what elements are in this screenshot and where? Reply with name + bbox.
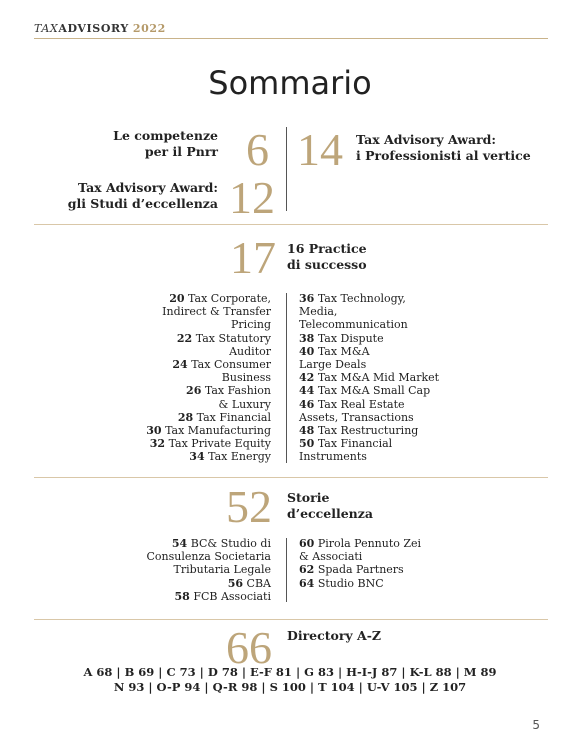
toc-entry-page: 42 (299, 371, 315, 385)
section-rule-2 (34, 477, 548, 478)
toc-entry-title: Tax Consumer (191, 358, 271, 372)
toc-entry-page: 50 (299, 437, 315, 451)
toc-entry[interactable] (299, 398, 499, 411)
toc-entry[interactable] (299, 424, 499, 437)
toc-entry-title: Instruments (299, 450, 367, 464)
toc-entry-title: Large Deals (299, 358, 367, 372)
toc-item-6-number: 6 (246, 124, 269, 175)
toc-item-6-line2: per il Pnrr (144, 144, 218, 159)
toc-entry[interactable] (299, 384, 499, 397)
toc-entry-page: 28 (177, 410, 194, 424)
toc-item-14-number: 14 (297, 124, 343, 175)
toc-entry-page: 44 (299, 384, 315, 398)
toc-entry-title: Indirect & Transfer (162, 305, 271, 319)
toc-entry[interactable] (110, 550, 271, 563)
storie-title-line1: Storie (287, 490, 330, 505)
toc-entry-page: 26 (186, 384, 202, 398)
toc-entry-title: Spada Partners (317, 563, 404, 577)
toc-entry-page: 22 (176, 331, 193, 345)
toc-entry-title: Tax Financial (196, 410, 271, 424)
toc-entry[interactable] (110, 371, 271, 384)
toc-entry[interactable] (110, 450, 271, 463)
toc-entry[interactable] (110, 318, 271, 331)
toc-entry[interactable] (110, 384, 271, 397)
toc-entry[interactable] (110, 537, 271, 550)
toc-entry[interactable] (299, 318, 499, 331)
toc-entry-page: 54 (171, 537, 188, 550)
toc-item-12-label[interactable] (40, 180, 218, 212)
toc-entry-title: Tax M&A Mid Market (317, 371, 440, 385)
directory-index-line2[interactable]: N 93 | O-P 94 | Q-R 98 | S 100 | T 104 | U-V 105 | Z 107 (113, 680, 467, 694)
toc-entry[interactable] (299, 411, 499, 424)
toc-entry[interactable] (110, 437, 271, 450)
toc-entry-page: 34 (189, 450, 205, 464)
section-rule-1 (34, 224, 548, 225)
toc-entry-title: Telecommunication (299, 318, 408, 332)
toc-entry-title: BC& Studio di (190, 537, 271, 550)
toc-entry-title: CBA (246, 576, 271, 590)
toc-item-14-line1: Tax Advisory Award: (356, 132, 497, 147)
running-header (34, 22, 166, 35)
toc-entry-title: Tax M&A (317, 344, 370, 358)
toc-entry-title: Business (221, 371, 271, 385)
toc-entry-page: 40 (299, 344, 315, 358)
toc-entry-page: 30 (146, 424, 162, 438)
storie-title[interactable] (287, 490, 487, 522)
directory-number: 66 (226, 622, 272, 673)
toc-item-14-line2: i Professionisti al vertice (356, 148, 531, 163)
page-title: Sommario (208, 64, 372, 102)
toc-entry-title: Tax Real Estate (317, 397, 405, 411)
toc-entry-page: 58 (174, 589, 190, 603)
toc-entry-page: 48 (299, 424, 315, 438)
toc-item-12-line2: gli Studi d’eccellenza (67, 196, 218, 211)
directory-index-line1[interactable]: A 68 | B 69 | C 73 | D 78 | E-F 81 | G 83 | H-I-J 87 | K-L 88 | M 89 (83, 665, 497, 679)
section-rule-3 (34, 619, 548, 620)
toc-entry[interactable] (110, 411, 271, 424)
toc-entry-title: Studio BNC (317, 576, 384, 590)
toc-entry[interactable] (110, 577, 271, 590)
toc-entry-title: Tax Financial (317, 437, 393, 451)
toc-entry[interactable] (299, 537, 499, 550)
toc-entry-title: Tax Manufacturing (165, 424, 271, 438)
toc-item-12-line1: Tax Advisory Award: (77, 180, 218, 195)
toc-entry-title: Consulenza Societaria (146, 550, 271, 564)
toc-entry-title: Tax Dispute (317, 331, 384, 345)
toc-item-6-line1: Le competenze (113, 128, 218, 143)
toc-entry[interactable] (299, 437, 499, 450)
storie-list-left (110, 537, 271, 603)
toc-entry[interactable] (110, 563, 271, 576)
toc-entry[interactable] (110, 345, 271, 358)
toc-entry[interactable] (110, 305, 271, 318)
toc-entry-page: 56 (227, 576, 244, 590)
practice-list-left (110, 292, 271, 464)
toc-entry[interactable] (299, 563, 499, 576)
toc-entry[interactable] (110, 398, 271, 411)
storie-list-right (299, 537, 499, 590)
toc-entry-title: Tax Restructuring (317, 424, 419, 438)
practice-divider (286, 293, 287, 463)
toc-entry-page: 20 (169, 292, 185, 305)
toc-entry-page: 46 (299, 397, 315, 411)
toc-entry-page: 64 (299, 576, 315, 590)
toc-entry-page: 62 (299, 563, 315, 577)
toc-entry[interactable] (299, 371, 499, 384)
toc-entry[interactable] (299, 450, 499, 463)
toc-item-14-label[interactable] (356, 132, 556, 164)
toc-entry-page: 38 (299, 331, 315, 345)
toc-entry-page: 32 (149, 437, 166, 451)
toc-entry[interactable] (110, 590, 271, 603)
toc-entry[interactable] (299, 358, 499, 371)
toc-entry[interactable] (299, 305, 499, 318)
toc-entry-title: & Associati (299, 550, 363, 564)
practice-title-line2: di successo (287, 257, 367, 272)
toc-entry-title: Tax Energy (208, 450, 271, 464)
toc-item-12-number: 12 (229, 172, 275, 223)
toc-entry-title: Tax Corporate, (188, 292, 271, 305)
practice-number: 17 (230, 232, 276, 283)
toc-entry[interactable] (110, 424, 271, 437)
toc-entry-title: Tax M&A Small Cap (317, 384, 431, 398)
toc-entry-title: Assets, Transactions (299, 410, 414, 424)
header-rule (34, 38, 548, 39)
header-advisory: ADVISORY (58, 22, 129, 35)
directory-title[interactable]: Directory A-Z (287, 628, 382, 643)
toc-entry[interactable] (299, 550, 499, 563)
toc-item-6-label[interactable] (60, 128, 218, 160)
toc-entry-title: & Luxury (218, 397, 271, 411)
toc-entry-title: Tax Statutory (195, 331, 271, 345)
toc-entry[interactable] (299, 577, 499, 590)
toc-entry-title: Tax Technology, (317, 292, 406, 305)
toc-entry[interactable] (299, 292, 499, 305)
toc-entry[interactable] (110, 332, 271, 345)
toc-entry-title: Auditor (229, 344, 271, 358)
toc-entry-page: 60 (299, 537, 315, 550)
storie-title-line2: d’eccellenza (287, 506, 373, 521)
header-year: 2022 (132, 22, 166, 35)
storie-divider (286, 538, 287, 602)
toc-entry-title: Pricing (231, 318, 271, 332)
toc-entry-page: 36 (299, 292, 315, 305)
page-number: 5 (532, 718, 540, 732)
toc-entry[interactable] (299, 345, 499, 358)
toc-entry-title: Tax Private Equity (168, 437, 271, 451)
practice-list-right (299, 292, 499, 464)
toc-entry-page: 24 (172, 358, 188, 372)
toc-entry[interactable] (299, 332, 499, 345)
header-tax: TAX (34, 22, 59, 35)
toc-entry-title: Tax Fashion (204, 384, 271, 398)
top-divider (286, 127, 287, 211)
storie-number: 52 (226, 481, 272, 532)
practice-title[interactable] (287, 241, 487, 273)
toc-entry-title: FCB Associati (193, 589, 271, 603)
toc-entry-title: Media, (299, 305, 338, 319)
toc-entry-title: Pirola Pennuto Zei (317, 537, 422, 550)
toc-entry-title: Tributaria Legale (173, 563, 271, 577)
toc-entry[interactable] (110, 292, 271, 305)
practice-title-line1: 16 Practice (287, 241, 367, 256)
toc-entry[interactable] (110, 358, 271, 371)
